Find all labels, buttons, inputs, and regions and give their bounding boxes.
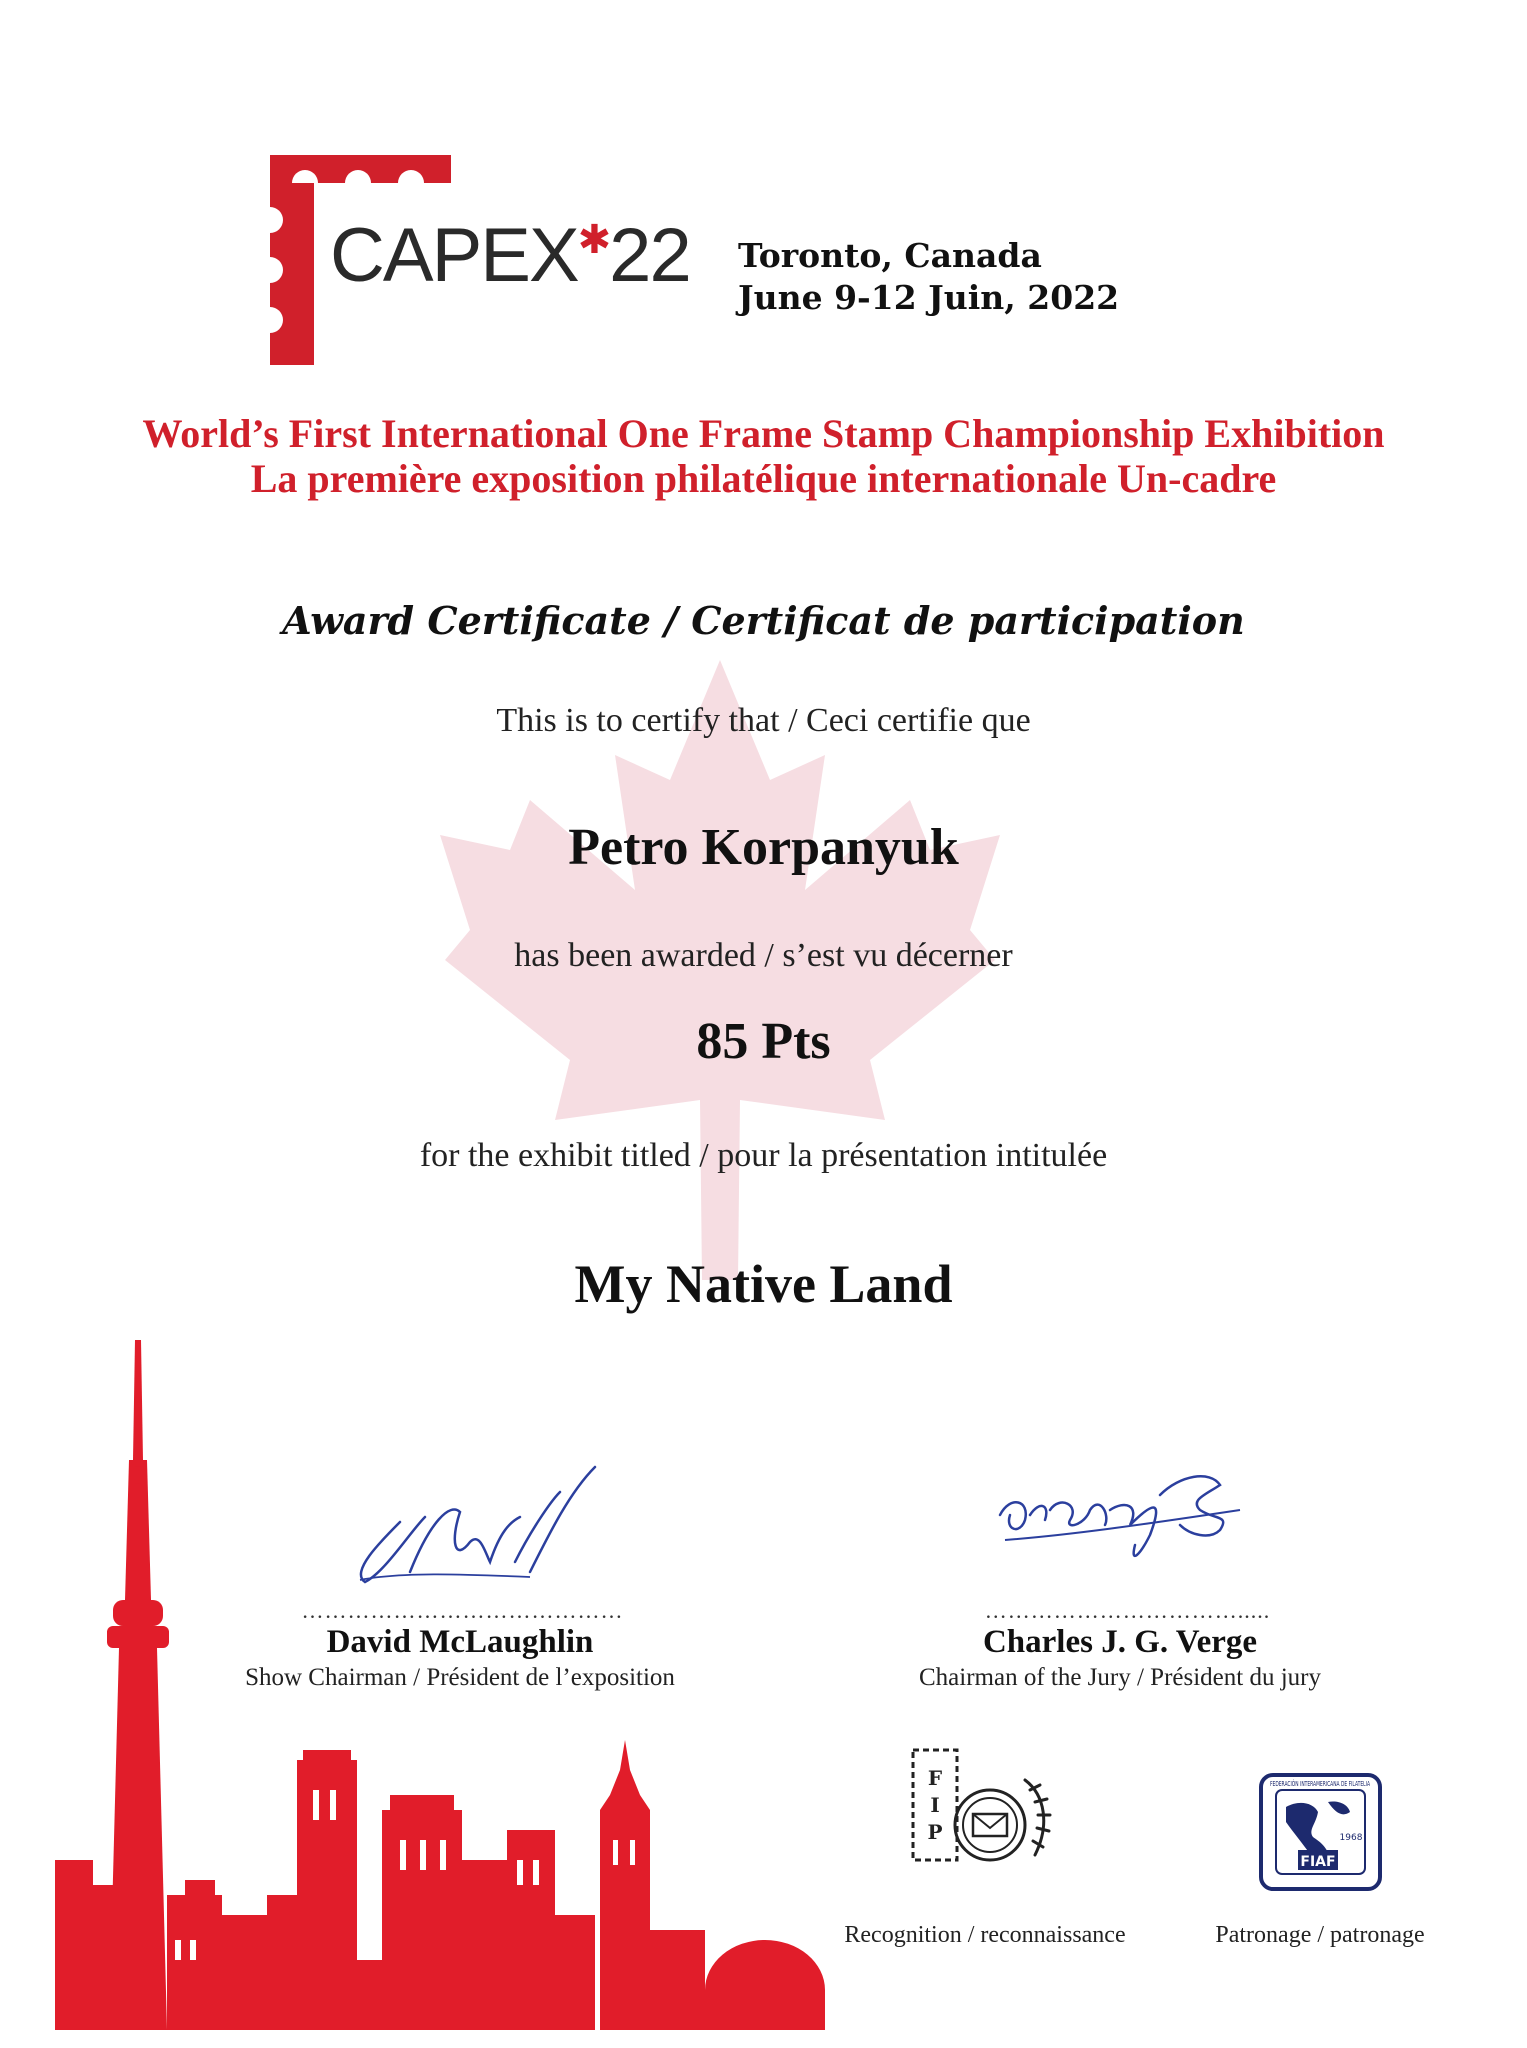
- headline-english: World’s First International One Frame Stamp Championship Exhibition: [142, 411, 1385, 456]
- fiaf-caption: Patronage / patronage: [1215, 1922, 1425, 1948]
- svg-text:P: P: [927, 1820, 943, 1844]
- signature-charles-verge: [990, 1455, 1270, 1570]
- certify-line: This is to certify that / Ceci certifie que: [496, 702, 1031, 739]
- signature-line-right: …………………………….....: [984, 1598, 1271, 1623]
- maple-star-icon: ✱: [577, 218, 610, 262]
- awarded-line: has been awarded / s’est vu décerner: [514, 937, 1013, 974]
- recipient-name: Petro Korpanyuk: [568, 819, 959, 876]
- award-points: 85 Pts: [696, 1013, 831, 1070]
- fiaf-year: 1968: [1339, 1833, 1363, 1843]
- fip-caption: Recognition / reconnaissance: [844, 1922, 1126, 1948]
- svg-text:I: I: [930, 1793, 940, 1817]
- signatory-role-left: Show Chairman / Président de l’exposition: [245, 1664, 675, 1691]
- capex-logo-wordmark: CAPEX✱22: [330, 213, 690, 298]
- signatory-name-right: Charles J. G. Verge: [982, 1624, 1258, 1660]
- event-dates: June 9-12 Juin, 2022: [738, 278, 1120, 317]
- fiaf-seal-icon: [1258, 1772, 1429, 1892]
- fiaf-ring-text: FEDERACIÓN INTERAMERICANA DE FILATELIA: [1270, 1780, 1429, 1788]
- fip-seal-icon: [905, 1730, 1065, 1890]
- signatory-role-right: Chairman of the Jury / Président du jury: [918, 1664, 1321, 1691]
- exhibit-line: for the exhibit titled / pour la présentation intitulée: [419, 1137, 1108, 1174]
- signature-line-left: ……………………………………: [301, 1598, 624, 1623]
- certificate-title: Award Certificate / Certificat de participation: [282, 598, 1245, 643]
- exhibit-title: My Native Land: [574, 1254, 953, 1314]
- event-location: Toronto, Canada: [738, 236, 1042, 275]
- signatory-name-left: David McLaughlin: [326, 1624, 594, 1660]
- fiaf-abbreviation: FIAF: [1300, 1854, 1336, 1870]
- signature-david-mclaughlin: [340, 1462, 610, 1592]
- headline-french: La première exposition philatélique internationale Un-cadre: [250, 456, 1277, 501]
- svg-text:F: F: [927, 1766, 943, 1790]
- event-location-dates: [738, 235, 1119, 319]
